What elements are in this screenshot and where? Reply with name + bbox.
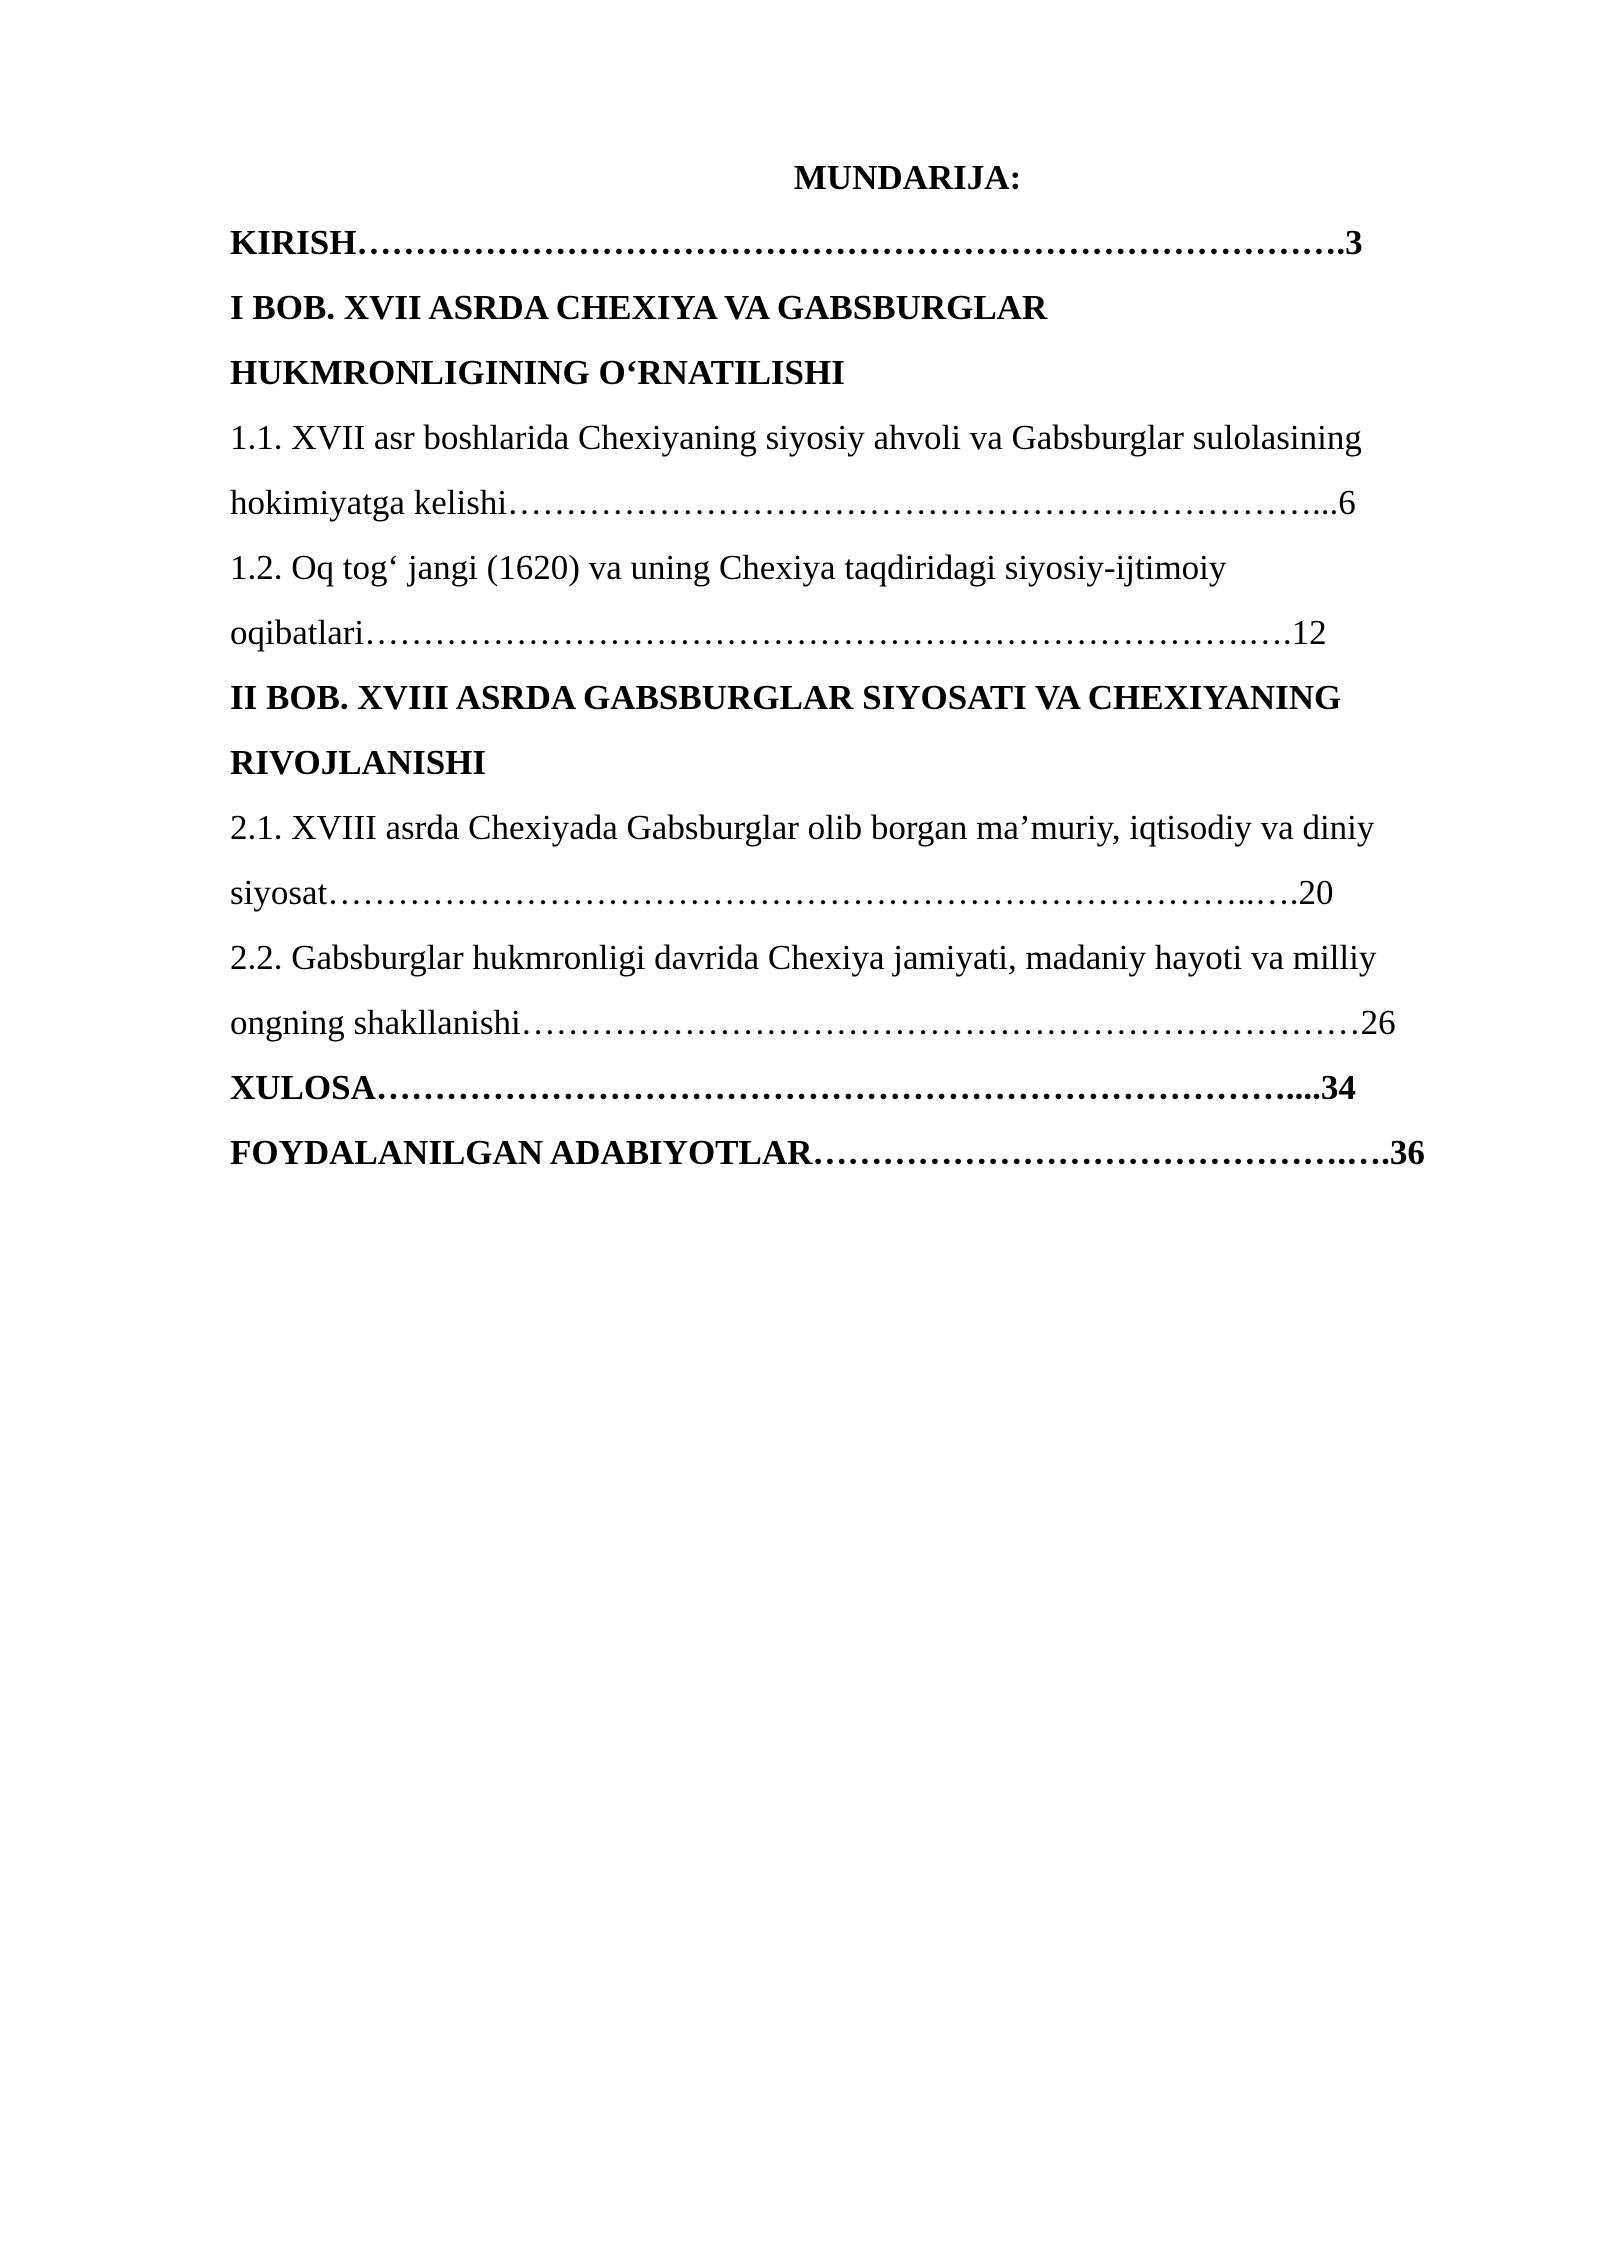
toc-section-2-1-line-2: siyosat……………………………………………………………………..….20 [230,873,1334,912]
toc-title: MUNDARIJA: [793,158,1022,197]
toc-chapter-1-title-line-2: HUKMRONLIGINING O‘RNATILISHI [230,353,845,392]
toc-entry-xulosa: XULOSA……………………………………………………………………....34 [230,1068,1356,1107]
toc-section-2-1-line-1: 2.1. XVIII asrda Chexiyada Gabsburglar olib borgan ma’muriy, iqtisodiy va diniy [230,808,1375,847]
toc-section-1-1-line-2: hokimiyatga kelishi……………………………………………………………...6 [230,483,1356,522]
toc-chapter-2-title-line-1: II BOB. XVIII ASRDA GABSBURGLAR SIYOSATI VA CHEXIYANING [230,678,1342,717]
toc-entry-kirish: KIRISH………………………………………………………………………….3 [230,223,1363,262]
toc-section-1-2-line-1: 1.2. Oq tog‘ jangi (1620) va uning Chexiya taqdiridagi siyosiy-ijtimoiy [230,548,1227,587]
toc-section-1-2-line-2: oqibatlari………………………………………………………………….….12 [230,613,1327,652]
toc-chapter-1-title-line-1: I BOB. XVII ASRDA CHEXIYA VA GABSBURGLAR [230,288,1048,327]
toc-chapter-2-title-line-2: RIVOJLANISHI [230,743,487,782]
toc-entry-adabiyotlar: FOYDALANILGAN ADABIYOTLAR……………………………………….….36 [230,1133,1425,1172]
toc-section-1-1-line-1: 1.1. XVII asr boshlarida Chexiyaning siyosiy ahvoli va Gabsburglar sulolasining [230,418,1362,457]
toc-section-2-2-line-2: ongning shakllanishi………………………………………………………………26 [230,1003,1396,1042]
toc-section-2-2-line-1: 2.2. Gabsburglar hukmronligi davrida Chexiya jamiyati, madaniy hayoti va milliy [230,938,1377,977]
table-of-contents [230,145,1490,1185]
